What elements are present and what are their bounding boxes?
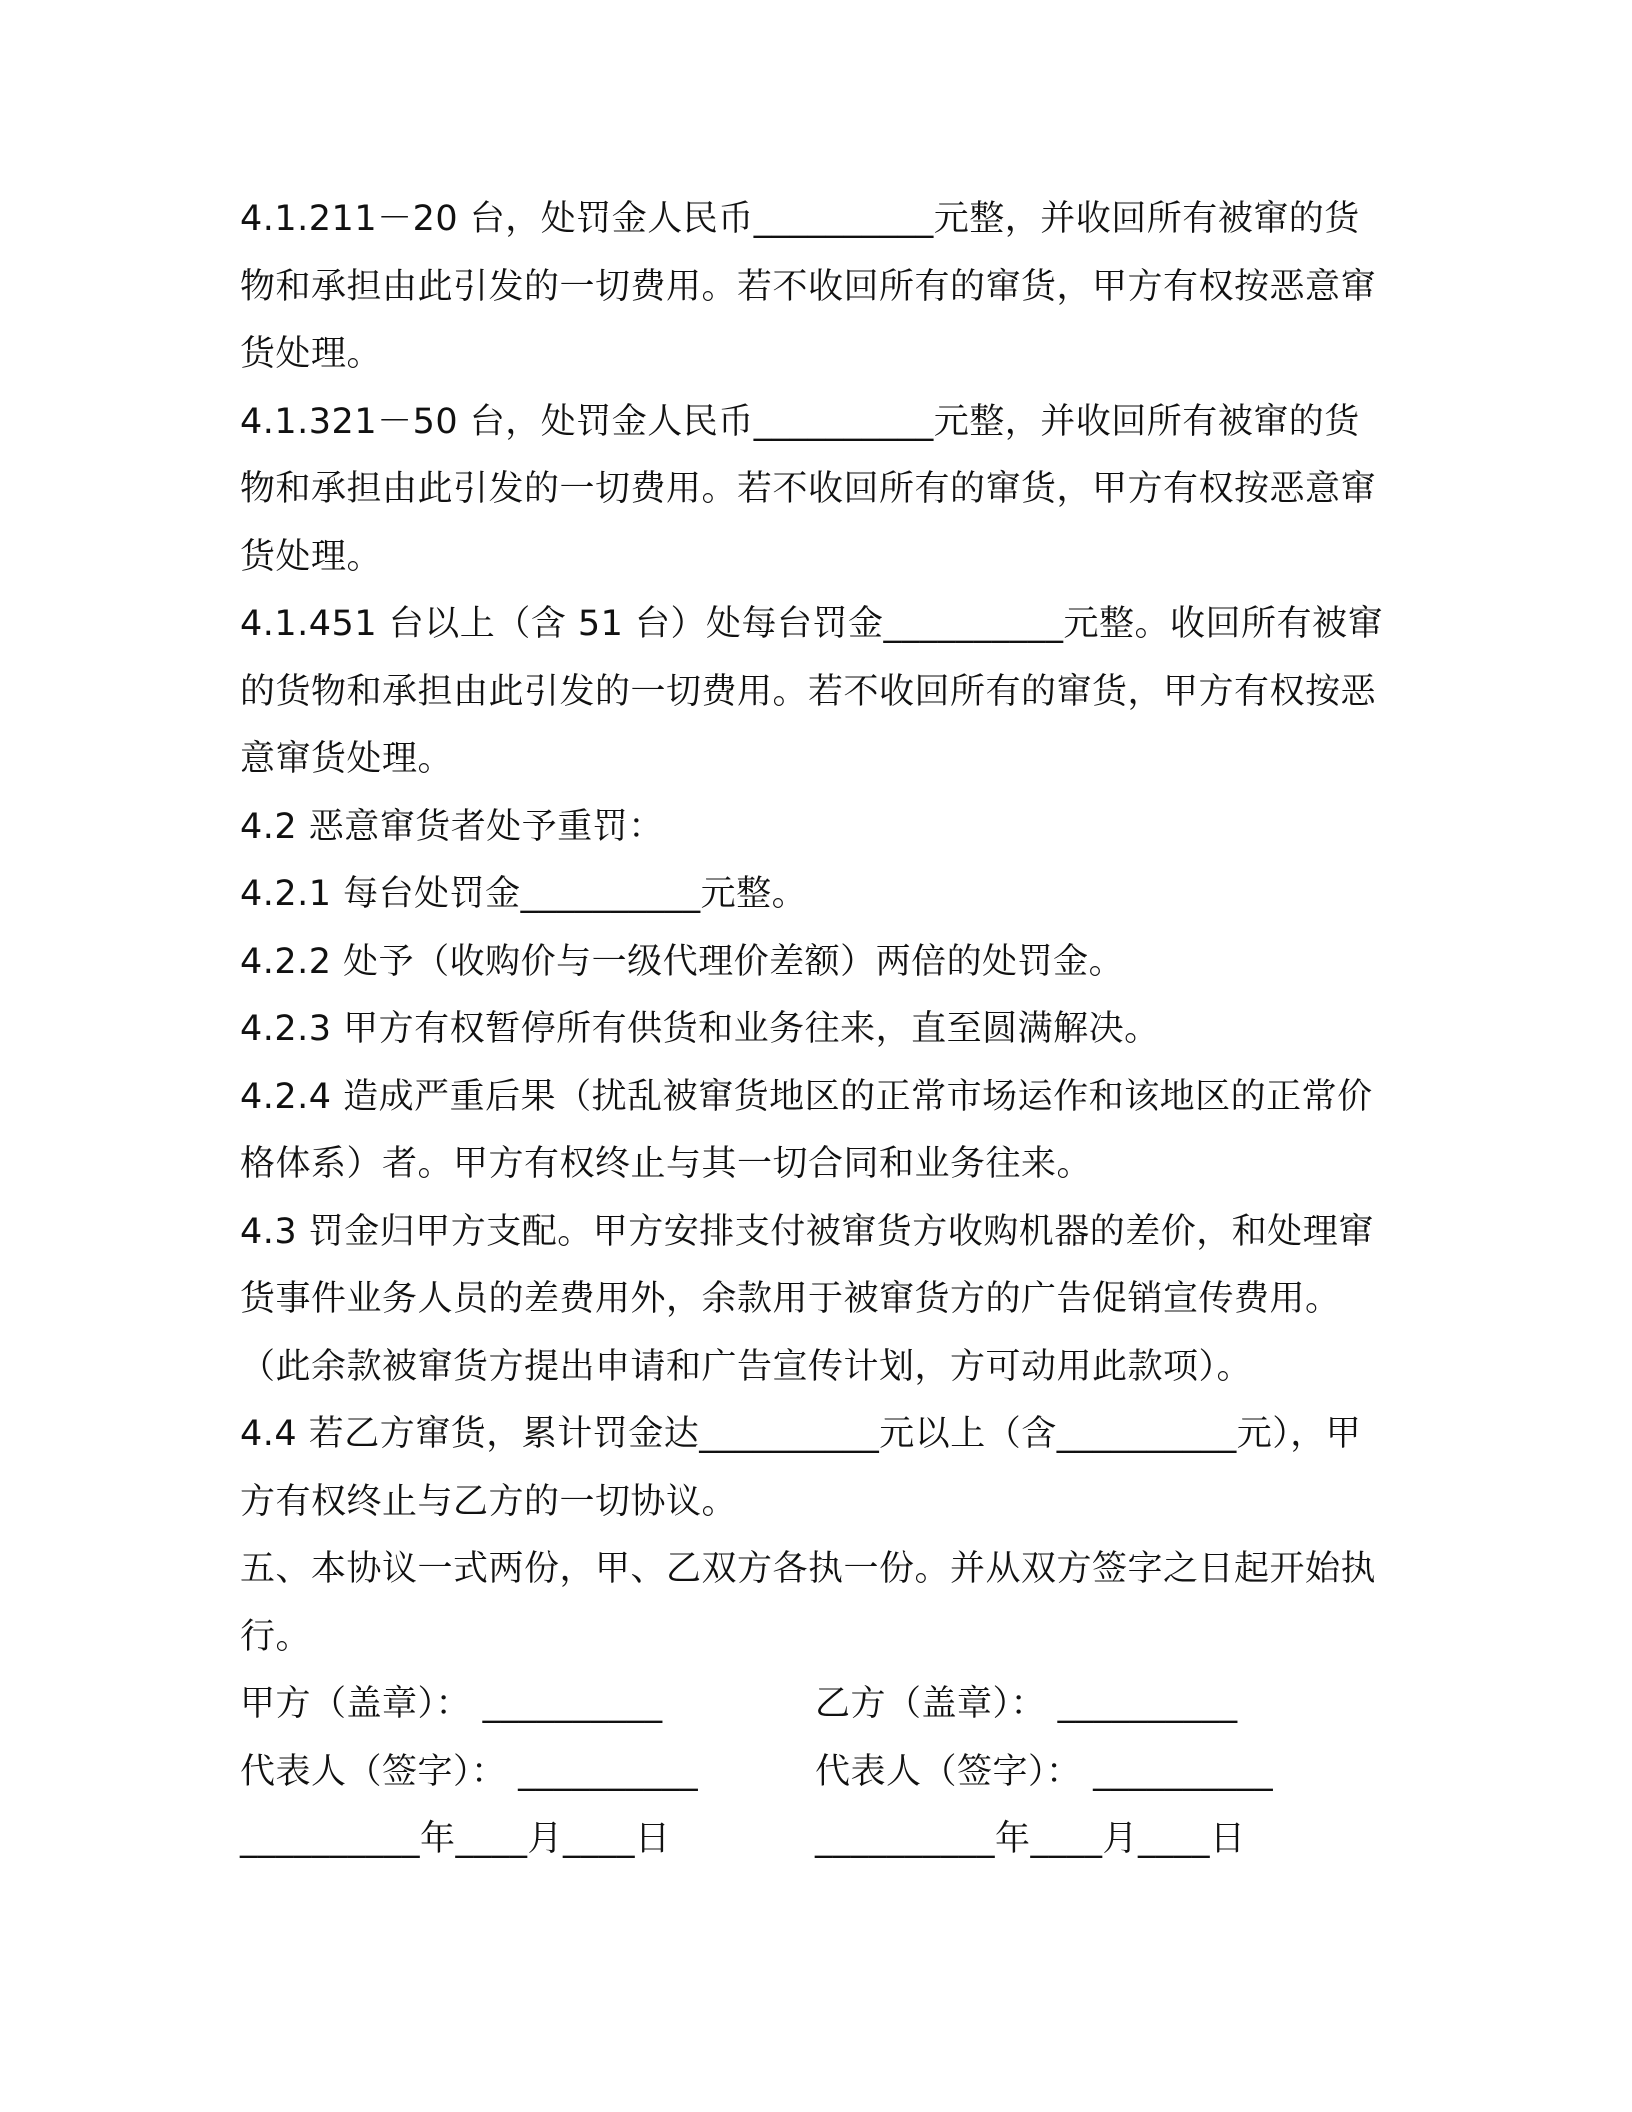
clause-4-2-2: 4.2.2 处予（收购价与一级代理价差额）两倍的处罚金。 xyxy=(240,941,1125,982)
clause-4-1-2: 4.1.211－20 台，处罚金人民币__________元整，并收回所有被窜的货物和承担由此引发的一切费用。若不收回所有的窜货，甲方有权按恶意窜货处理。 xyxy=(240,199,1377,374)
clause-4-1-4: 4.1.451 台以上（含 51 台）处每台罚金__________元整。收回所有被窜的货物和承担由此引发的一切费用。若不收回所有的窜货，甲方有权按恶意窜货处理。 xyxy=(240,604,1384,779)
representative-row xyxy=(240,1739,1390,1807)
party-a-date: __________年____月____日 xyxy=(240,1819,671,1859)
date-row xyxy=(240,1806,1390,1874)
clause-4-2-3: 4.2.3 甲方有权暂停所有供货和业务往来，直至圆满解决。 xyxy=(240,1009,1160,1049)
party-b-date: __________年____月____日 xyxy=(815,1819,1246,1859)
party-a-representative: 代表人（签字）： __________ xyxy=(240,1751,699,1792)
party-a-seal: 甲方（盖章）： __________ xyxy=(240,1684,663,1724)
party-b-seal: 乙方（盖章）： __________ xyxy=(815,1684,1238,1724)
clause-4-2: 4.2 恶意窜货者处予重罚： xyxy=(240,806,664,847)
clause-4-2-4: 4.2.4 造成严重后果（扰乱被窜货地区的正常市场运作和该地区的正常价格体系）者。甲方有权终止与其一切合同和业务往来。 xyxy=(240,1076,1373,1184)
clause-4-1-3: 4.1.321－50 台，处罚金人民币__________元整，并收回所有被窜的货物和承担由此引发的一切费用。若不收回所有的窜货，甲方有权按恶意窜货处理。 xyxy=(240,401,1377,577)
document-body xyxy=(240,186,1390,1874)
clause-4-2-1: 4.2.1 每台处罚金__________元整。 xyxy=(240,874,808,914)
seal-row xyxy=(240,1671,1390,1739)
party-b-representative: 代表人（签字）： __________ xyxy=(815,1751,1274,1792)
clause-4-3: 4.3 罚金归甲方支配。甲方安排支付被窜货方收购机器的差价，和处理窜货事件业务人员的差费用外，余款用于被窜货方的广告促销宣传费用。（此余款被窜货方提出申请和广告宣传计划，方可动用此款项）。 xyxy=(240,1211,1374,1387)
clause-4-4: 4.4 若乙方窜货，累计罚金达__________元以上（含__________元），甲方有权终止与乙方的一切协议。 xyxy=(240,1414,1362,1522)
clause-5: 五、本协议一式两份，甲、乙双方各执一份。并从双方签字之日起开始执行。 xyxy=(240,1549,1377,1657)
signature-block xyxy=(240,1671,1390,1874)
